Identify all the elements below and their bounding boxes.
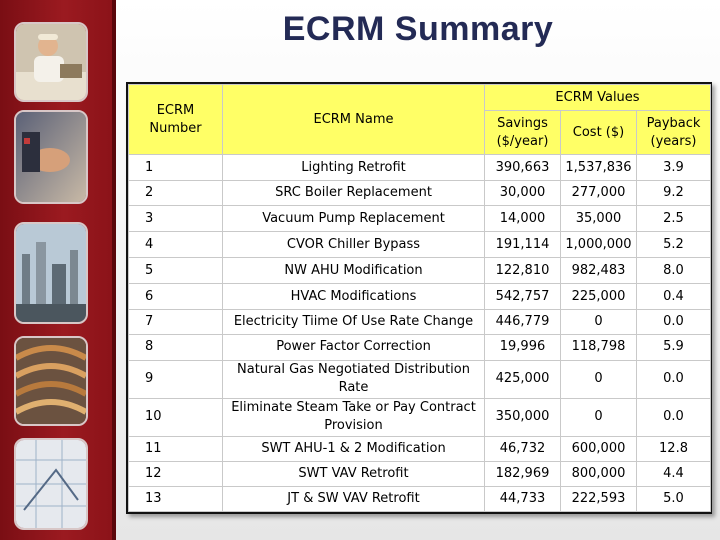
ecrm-name-cell: Eliminate Steam Take or Pay Contract Provision xyxy=(223,398,485,436)
savings-cell: 390,663 xyxy=(485,155,561,181)
table-row xyxy=(129,335,711,360)
cost-cell: 0 xyxy=(561,360,637,398)
payback-cell: 2.5 xyxy=(637,206,711,232)
payback-cell: 0.0 xyxy=(637,398,711,436)
payback-cell: 5.0 xyxy=(637,486,711,511)
photo-blueprint xyxy=(14,438,88,530)
savings-cell: 182,969 xyxy=(485,461,561,486)
header-ecrm-name: ECRM Name xyxy=(223,85,485,155)
ecrm-name-cell: SWT VAV Retrofit xyxy=(223,461,485,486)
photo-pipes xyxy=(14,336,88,426)
cost-cell: 1,537,836 xyxy=(561,155,637,181)
savings-cell: 44,733 xyxy=(485,486,561,511)
ecrm-name-cell: Natural Gas Negotiated Distribution Rate xyxy=(223,360,485,398)
savings-cell: 14,000 xyxy=(485,206,561,232)
ecrm-name-cell: HVAC Modifications xyxy=(223,284,485,310)
table-body xyxy=(129,155,711,512)
savings-cell: 46,732 xyxy=(485,436,561,461)
savings-cell: 19,996 xyxy=(485,335,561,360)
payback-cell: 5.2 xyxy=(637,232,711,258)
payback-cell: 3.9 xyxy=(637,155,711,181)
payback-cell: 9.2 xyxy=(637,181,711,206)
ecrm-name-cell: Lighting Retrofit xyxy=(223,155,485,181)
ecrm-number-cell: 2 xyxy=(129,181,223,206)
ecrm-name-cell: SRC Boiler Replacement xyxy=(223,181,485,206)
photo-handshake xyxy=(14,110,88,204)
cost-cell: 35,000 xyxy=(561,206,637,232)
table-row xyxy=(129,398,711,436)
header-payback: Payback (years) xyxy=(637,111,711,155)
table-row xyxy=(129,486,711,511)
table-row xyxy=(129,284,711,310)
cost-cell: 225,000 xyxy=(561,284,637,310)
page-title: ECRM Summary xyxy=(282,10,554,48)
cost-cell: 277,000 xyxy=(561,181,637,206)
ecrm-name-cell: Electricity Tiime Of Use Rate Change xyxy=(223,310,485,335)
table-row xyxy=(129,258,711,284)
cost-cell: 118,798 xyxy=(561,335,637,360)
table-row xyxy=(129,461,711,486)
ecrm-number-cell: 8 xyxy=(129,335,223,360)
table-row xyxy=(129,155,711,181)
photo-engineer xyxy=(14,22,88,102)
savings-cell: 446,779 xyxy=(485,310,561,335)
ecrm-summary-table xyxy=(126,82,712,514)
payback-cell: 0.0 xyxy=(637,310,711,335)
savings-cell: 191,114 xyxy=(485,232,561,258)
ecrm-name-cell: CVOR Chiller Bypass xyxy=(223,232,485,258)
header-ecrm-values: ECRM Values xyxy=(485,85,711,111)
table-row xyxy=(129,206,711,232)
ecrm-name-cell: SWT AHU-1 & 2 Modification xyxy=(223,436,485,461)
ecrm-number-cell: 7 xyxy=(129,310,223,335)
table-row xyxy=(129,310,711,335)
table-row xyxy=(129,181,711,206)
cost-cell: 600,000 xyxy=(561,436,637,461)
ecrm-number-cell: 5 xyxy=(129,258,223,284)
payback-cell: 0.0 xyxy=(637,360,711,398)
savings-cell: 122,810 xyxy=(485,258,561,284)
ecrm-number-cell: 13 xyxy=(129,486,223,511)
ecrm-name-cell: NW AHU Modification xyxy=(223,258,485,284)
payback-cell: 8.0 xyxy=(637,258,711,284)
ecrm-number-cell: 3 xyxy=(129,206,223,232)
ecrm-number-cell: 4 xyxy=(129,232,223,258)
header-savings: Savings ($/year) xyxy=(485,111,561,155)
savings-cell: 30,000 xyxy=(485,181,561,206)
payback-cell: 0.4 xyxy=(637,284,711,310)
cost-cell: 0 xyxy=(561,310,637,335)
header-ecrm-number: ECRM Number xyxy=(129,85,223,155)
table-row xyxy=(129,232,711,258)
cost-cell: 0 xyxy=(561,398,637,436)
cost-cell: 1,000,000 xyxy=(561,232,637,258)
ecrm-number-cell: 9 xyxy=(129,360,223,398)
ecrm-number-cell: 6 xyxy=(129,284,223,310)
ecrm-name-cell: JT & SW VAV Retrofit xyxy=(223,486,485,511)
payback-cell: 5.9 xyxy=(637,335,711,360)
photo-plant xyxy=(14,222,88,324)
cost-cell: 800,000 xyxy=(561,461,637,486)
payback-cell: 12.8 xyxy=(637,436,711,461)
table-row xyxy=(129,360,711,398)
table-row xyxy=(129,436,711,461)
ecrm-number-cell: 1 xyxy=(129,155,223,181)
ecrm-name-cell: Power Factor Correction xyxy=(223,335,485,360)
ecrm-name-cell: Vacuum Pump Replacement xyxy=(223,206,485,232)
savings-cell: 542,757 xyxy=(485,284,561,310)
ecrm-number-cell: 12 xyxy=(129,461,223,486)
savings-cell: 425,000 xyxy=(485,360,561,398)
payback-cell: 4.4 xyxy=(637,461,711,486)
sidebar xyxy=(0,0,116,540)
cost-cell: 222,593 xyxy=(561,486,637,511)
cost-cell: 982,483 xyxy=(561,258,637,284)
header-cost: Cost ($) xyxy=(561,111,637,155)
savings-cell: 350,000 xyxy=(485,398,561,436)
ecrm-number-cell: 11 xyxy=(129,436,223,461)
ecrm-number-cell: 10 xyxy=(129,398,223,436)
